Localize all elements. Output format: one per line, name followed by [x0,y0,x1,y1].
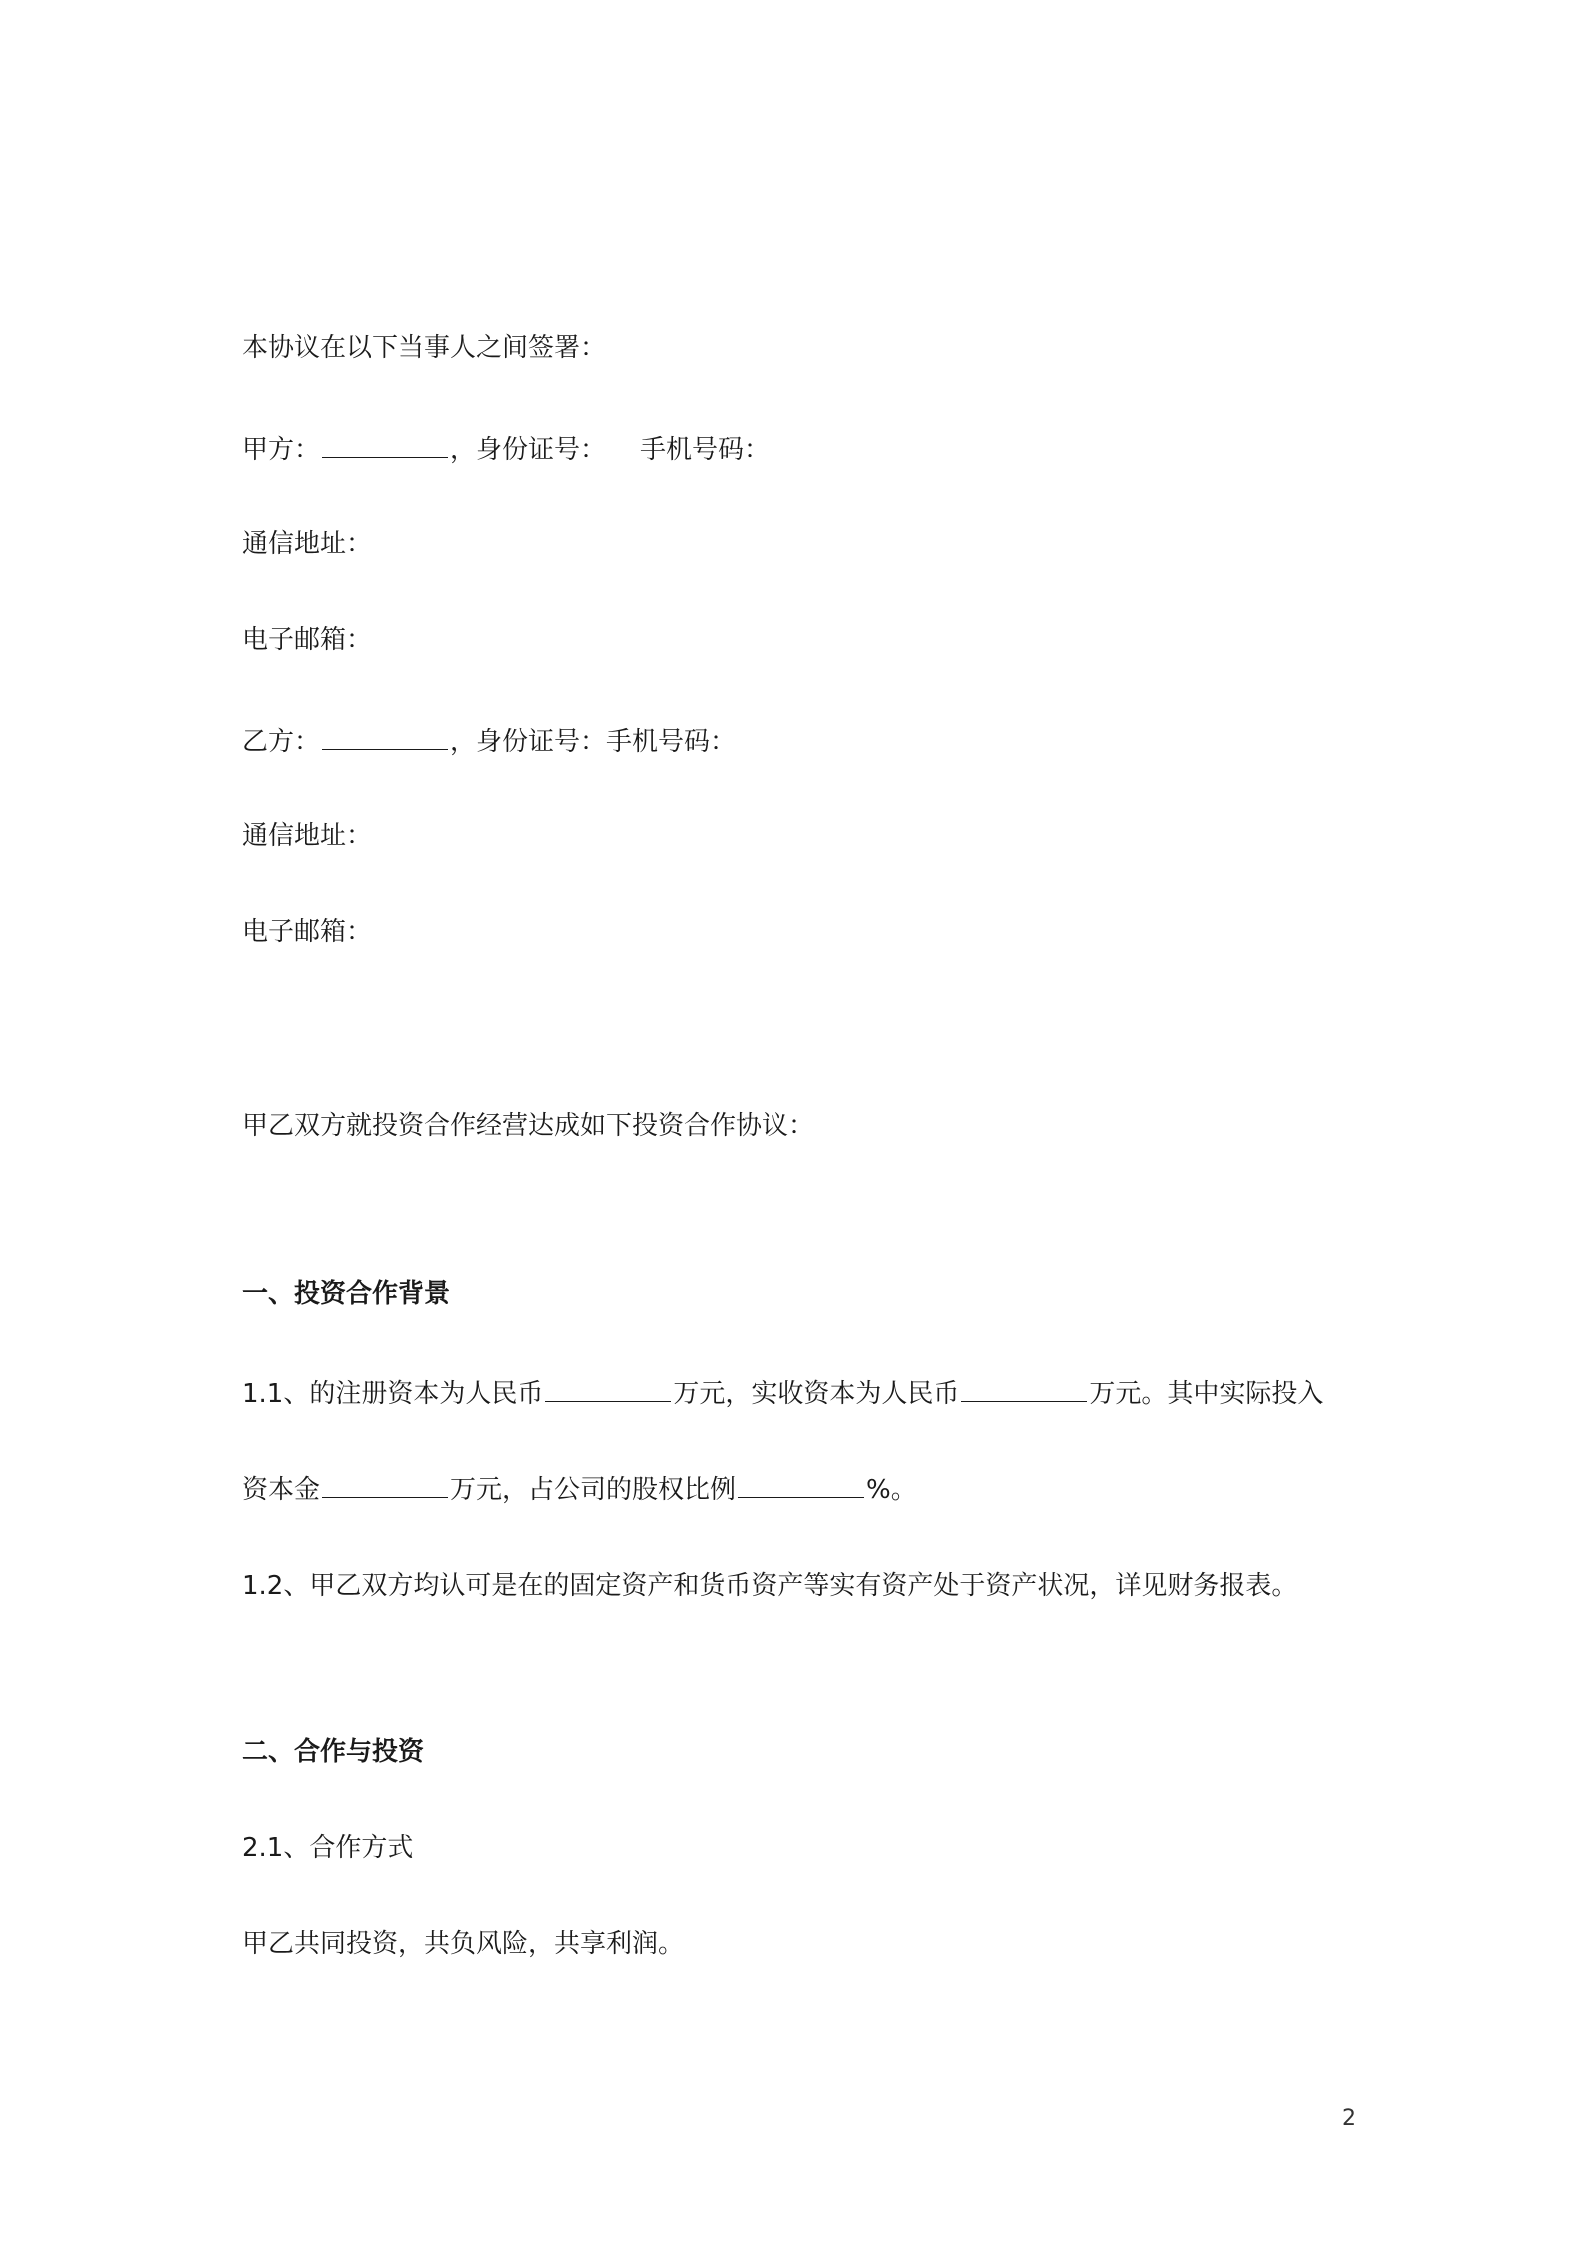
clause-1-1-part-d: 资本金 [242,1475,321,1505]
party-a-id-label: ，身份证号： [450,435,607,465]
section-1-heading-text: 一、投资合作背景 [242,1279,451,1309]
registered-capital-blank [545,1379,671,1402]
section-2-heading-text: 二、合作与投资 [242,1737,425,1767]
paid-in-capital-blank [961,1379,1087,1402]
parties-intro-text: 本协议在以下当事人之间签署： [242,333,607,363]
party-b-address-label: 通信地址： [242,821,373,851]
clause-1-1-part-b: 万元，实收资本为人民币 [673,1379,960,1409]
clause-2-1-text: 2.1、合作方式 [242,1833,414,1863]
clause-1-1-line-2 [242,1472,917,1508]
clause-2-1 [242,1830,413,1866]
section-2-heading [242,1734,424,1770]
party-a-line [242,432,770,468]
party-b-phone-label: 手机号码： [606,727,737,757]
party-a-label: 甲方： [242,435,321,465]
clause-1-1-part-a: 1.1、的注册资本为人民币 [242,1379,544,1409]
clause-2-1-body [242,1926,684,1962]
clause-1-1-part-f: %。 [866,1475,917,1505]
party-b-id-label: ，身份证号： [450,727,607,757]
party-a-name-blank [322,435,448,458]
party-a-email [242,622,372,658]
party-a-phone-label: 手机号码： [640,435,771,465]
preamble [242,1108,814,1144]
capital-amount-blank [322,1475,448,1498]
party-a-email-label: 电子邮箱： [242,625,373,655]
party-b-label: 乙方： [242,727,321,757]
party-b-line [242,724,736,760]
party-a-address-label: 通信地址： [242,529,373,559]
parties-intro [242,330,606,366]
clause-2-1-body-text: 甲乙共同投资，共负风险，共享利润。 [242,1929,685,1959]
clause-1-1-part-c: 万元。其中实际投入 [1089,1379,1324,1409]
clause-1-2 [242,1568,1297,1604]
clause-1-1-line-1 [242,1376,1323,1412]
party-b-address [242,818,372,854]
page-number: 2 [1342,2106,1356,2131]
clause-1-2-text: 1.2、甲乙双方均认可是在的固定资产和货币资产等实有资产处于资产状况，详见财务报表。 [242,1571,1298,1601]
preamble-text: 甲乙双方就投资合作经营达成如下投资合作协议： [242,1111,815,1141]
party-b-email [242,914,372,950]
section-1-heading [242,1276,450,1312]
party-a-address [242,526,372,562]
equity-ratio-blank [738,1475,864,1498]
party-b-name-blank [322,727,448,750]
party-b-email-label: 电子邮箱： [242,917,373,947]
clause-1-1-part-e: 万元，占公司的股权比例 [450,1475,737,1505]
